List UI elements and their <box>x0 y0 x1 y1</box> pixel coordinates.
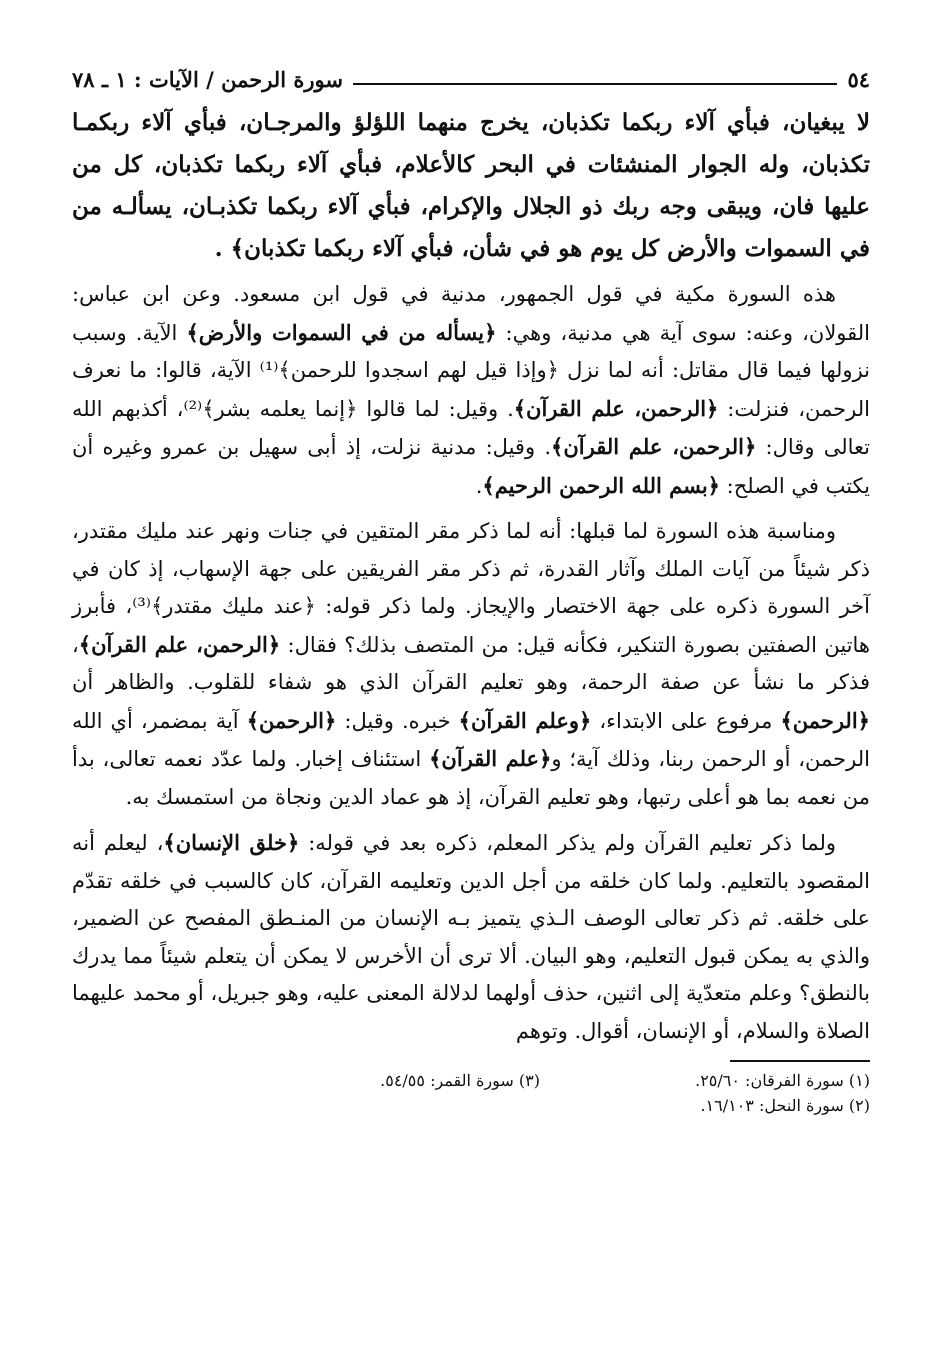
text-run: ﴿وإذا قيل لهم اسجدوا للرحمن﴾⁽¹⁾ <box>259 358 559 382</box>
surah-title: سورة الرحمن / الآيات : ١ ـ ٧٨ <box>72 67 343 92</box>
text-run: ولما ذكر تعليم القرآن ولم يذكر المعلم، ذكره بعد في قوله: <box>299 831 836 855</box>
text-run: ، أكذبهم الله تعالى وقال: <box>72 396 870 459</box>
text-run: ﴿عند مليك مقتدر﴾⁽³⁾ <box>132 594 316 618</box>
text-run: ، فذكر ما نشأ عن صفة الرحمة، وهو تعليم القرآن الذي هو شفاء للقلوب. والظاهر أن <box>72 632 870 694</box>
text-run: ، فأبرز هاتين الصفتين بصورة التنكير، فكأنه قيل: من المتصف بذلك؟ فقال: <box>72 594 870 657</box>
footnotes <box>72 1068 870 1118</box>
quoted-verse: ﴿الرحمن﴾ <box>780 707 870 733</box>
running-head <box>72 58 870 92</box>
text-run: الآية، قالوا: ما نعرف الرحمن، فنزلت: <box>72 358 870 421</box>
text-run: . وقيل: لما قالوا <box>357 396 514 421</box>
text-run: ، ليعلم أنه المقصود بالتعليم. ولما كان خلقه من أجل الدين وتعليمه القرآن، كان كالسبب في خلقه تقدّم على خلقه. ثم ذكر تعالى الوصف الـذي يتميز بـه الإنسان من المنـطق المفصح عن الضمير، والذي به يمكن قبول التعليم، وهو البيان. ألا ترى أن الأخرس لا يمكن أن يتعلم شيئاً مما يدرك بالنطق؟ وعلم متعدّية إلى اثنين، حذف أولهما لدلالة المعنى عليه، وهو جبريل، أو محمد عليهما الصلاة والسلام، أو الإنسان، أقوال. وتوهم <box>72 831 870 1043</box>
text-run: هذه السورة مكية في قول الجمهور، مدنية في قول ابن مسعود. وعن ابن عباس: القولان، وعنه: سوى آية هي مدنية، وهي: <box>72 282 870 345</box>
text-run: . <box>475 473 483 498</box>
page-number: ٥٤ <box>847 67 870 92</box>
commentary-paragraph <box>72 513 870 816</box>
text-run: استئناف إخبار. ولما عدّد نعمه تعالى، بدأ من نعمه بما هو أعلى رتبها، وهو تعليم القرآن، إذ هو عماد الدين ونجاة من استمسك به. <box>72 747 870 809</box>
book-page <box>72 58 870 1118</box>
footnote-1: (١) سورة الفرقان: ٢٥/٦٠. <box>695 1071 870 1090</box>
quoted-verse: ﴿الرحمن، علم القرآن﴾ <box>78 631 281 657</box>
quoted-verse: ﴿وعلم القرآن﴾ <box>458 707 592 733</box>
quoted-verse: ﴿يسأله من في السموات والأرض﴾ <box>186 319 497 345</box>
text-run: خبره. وقيل: <box>336 708 459 733</box>
text-run: ومناسبة هذه السورة لما قبلها: أنه لما ذكر مقر المتقين في جنات ونهر عند مليك مقتدر، ذكر شيئاً من آيات الملك وآثار القدرة، ثم ذكر مقر الفريقين على جهة الإسهاب، إذ كان في آخر السورة ذكره على جهة الاختصار والإيجاز. ولما ذكر قوله: <box>72 519 870 618</box>
quoted-verse: ﴿الرحمن، علم القرآن﴾ <box>551 434 757 459</box>
footnote-rule <box>730 1060 870 1062</box>
commentary-paragraph <box>72 824 870 1050</box>
quoted-verse: ﴿الرحمن، علم القرآن﴾ <box>513 395 719 421</box>
quran-verses: لا يبغيان، فبأي آلاء ربكما تكذبان، يخرج منهما اللؤلؤ والمرجـان، فبأي آلاء ربكمـا تكذبان، وله الجوار المنشئات في البحر كالأعلام، فبأي آلاء ربكما تكذبان، كل من عليها فان، ويبقى وجه ربك ذو الجلال والإكرام، فبأي آلاء ربكما تكذبـان، يسألـه من في السموات والأرض كل يوم هو في شأن، فبأي آلاء ربكما تكذبان﴾ . <box>72 109 870 262</box>
footnote-3: (٣) سورة القمر: ٥٤/٥٥. <box>380 1071 540 1090</box>
footnote-2: (٢) سورة النحل: ١٦/١٠٣. <box>700 1096 870 1115</box>
quoted-verse: ﴿علم القرآن﴾ <box>429 746 552 771</box>
commentary-paragraph <box>72 276 870 505</box>
text-run: مرفوع على الابتداء، <box>591 708 781 733</box>
header-rule <box>353 83 837 85</box>
text-run: ﴿إنما يعلمه بشر﴾⁽²⁾ <box>183 396 358 421</box>
text-run: الآية. وسبب نزولها فيما قال مقاتل: أنه لما نزل <box>72 320 870 382</box>
quoted-verse: ﴿الرحمن﴾ <box>246 707 337 733</box>
commentary-body <box>72 276 870 1050</box>
text-run: . وقيل: مدنية نزلت، إذ أبى سهيل بن عمرو وغيره أن يكتب في الصلح: <box>72 435 870 498</box>
quoted-verse: ﴿بسم الله الرحمن الرحيم﴾ <box>482 472 720 498</box>
quoted-verse: ﴿خلق الإنسان﴾ <box>163 830 300 855</box>
text-run: آية بمضمر، أي الله الرحمن، أو الرحمن ربنا، وذلك آية؛ و <box>72 708 870 771</box>
